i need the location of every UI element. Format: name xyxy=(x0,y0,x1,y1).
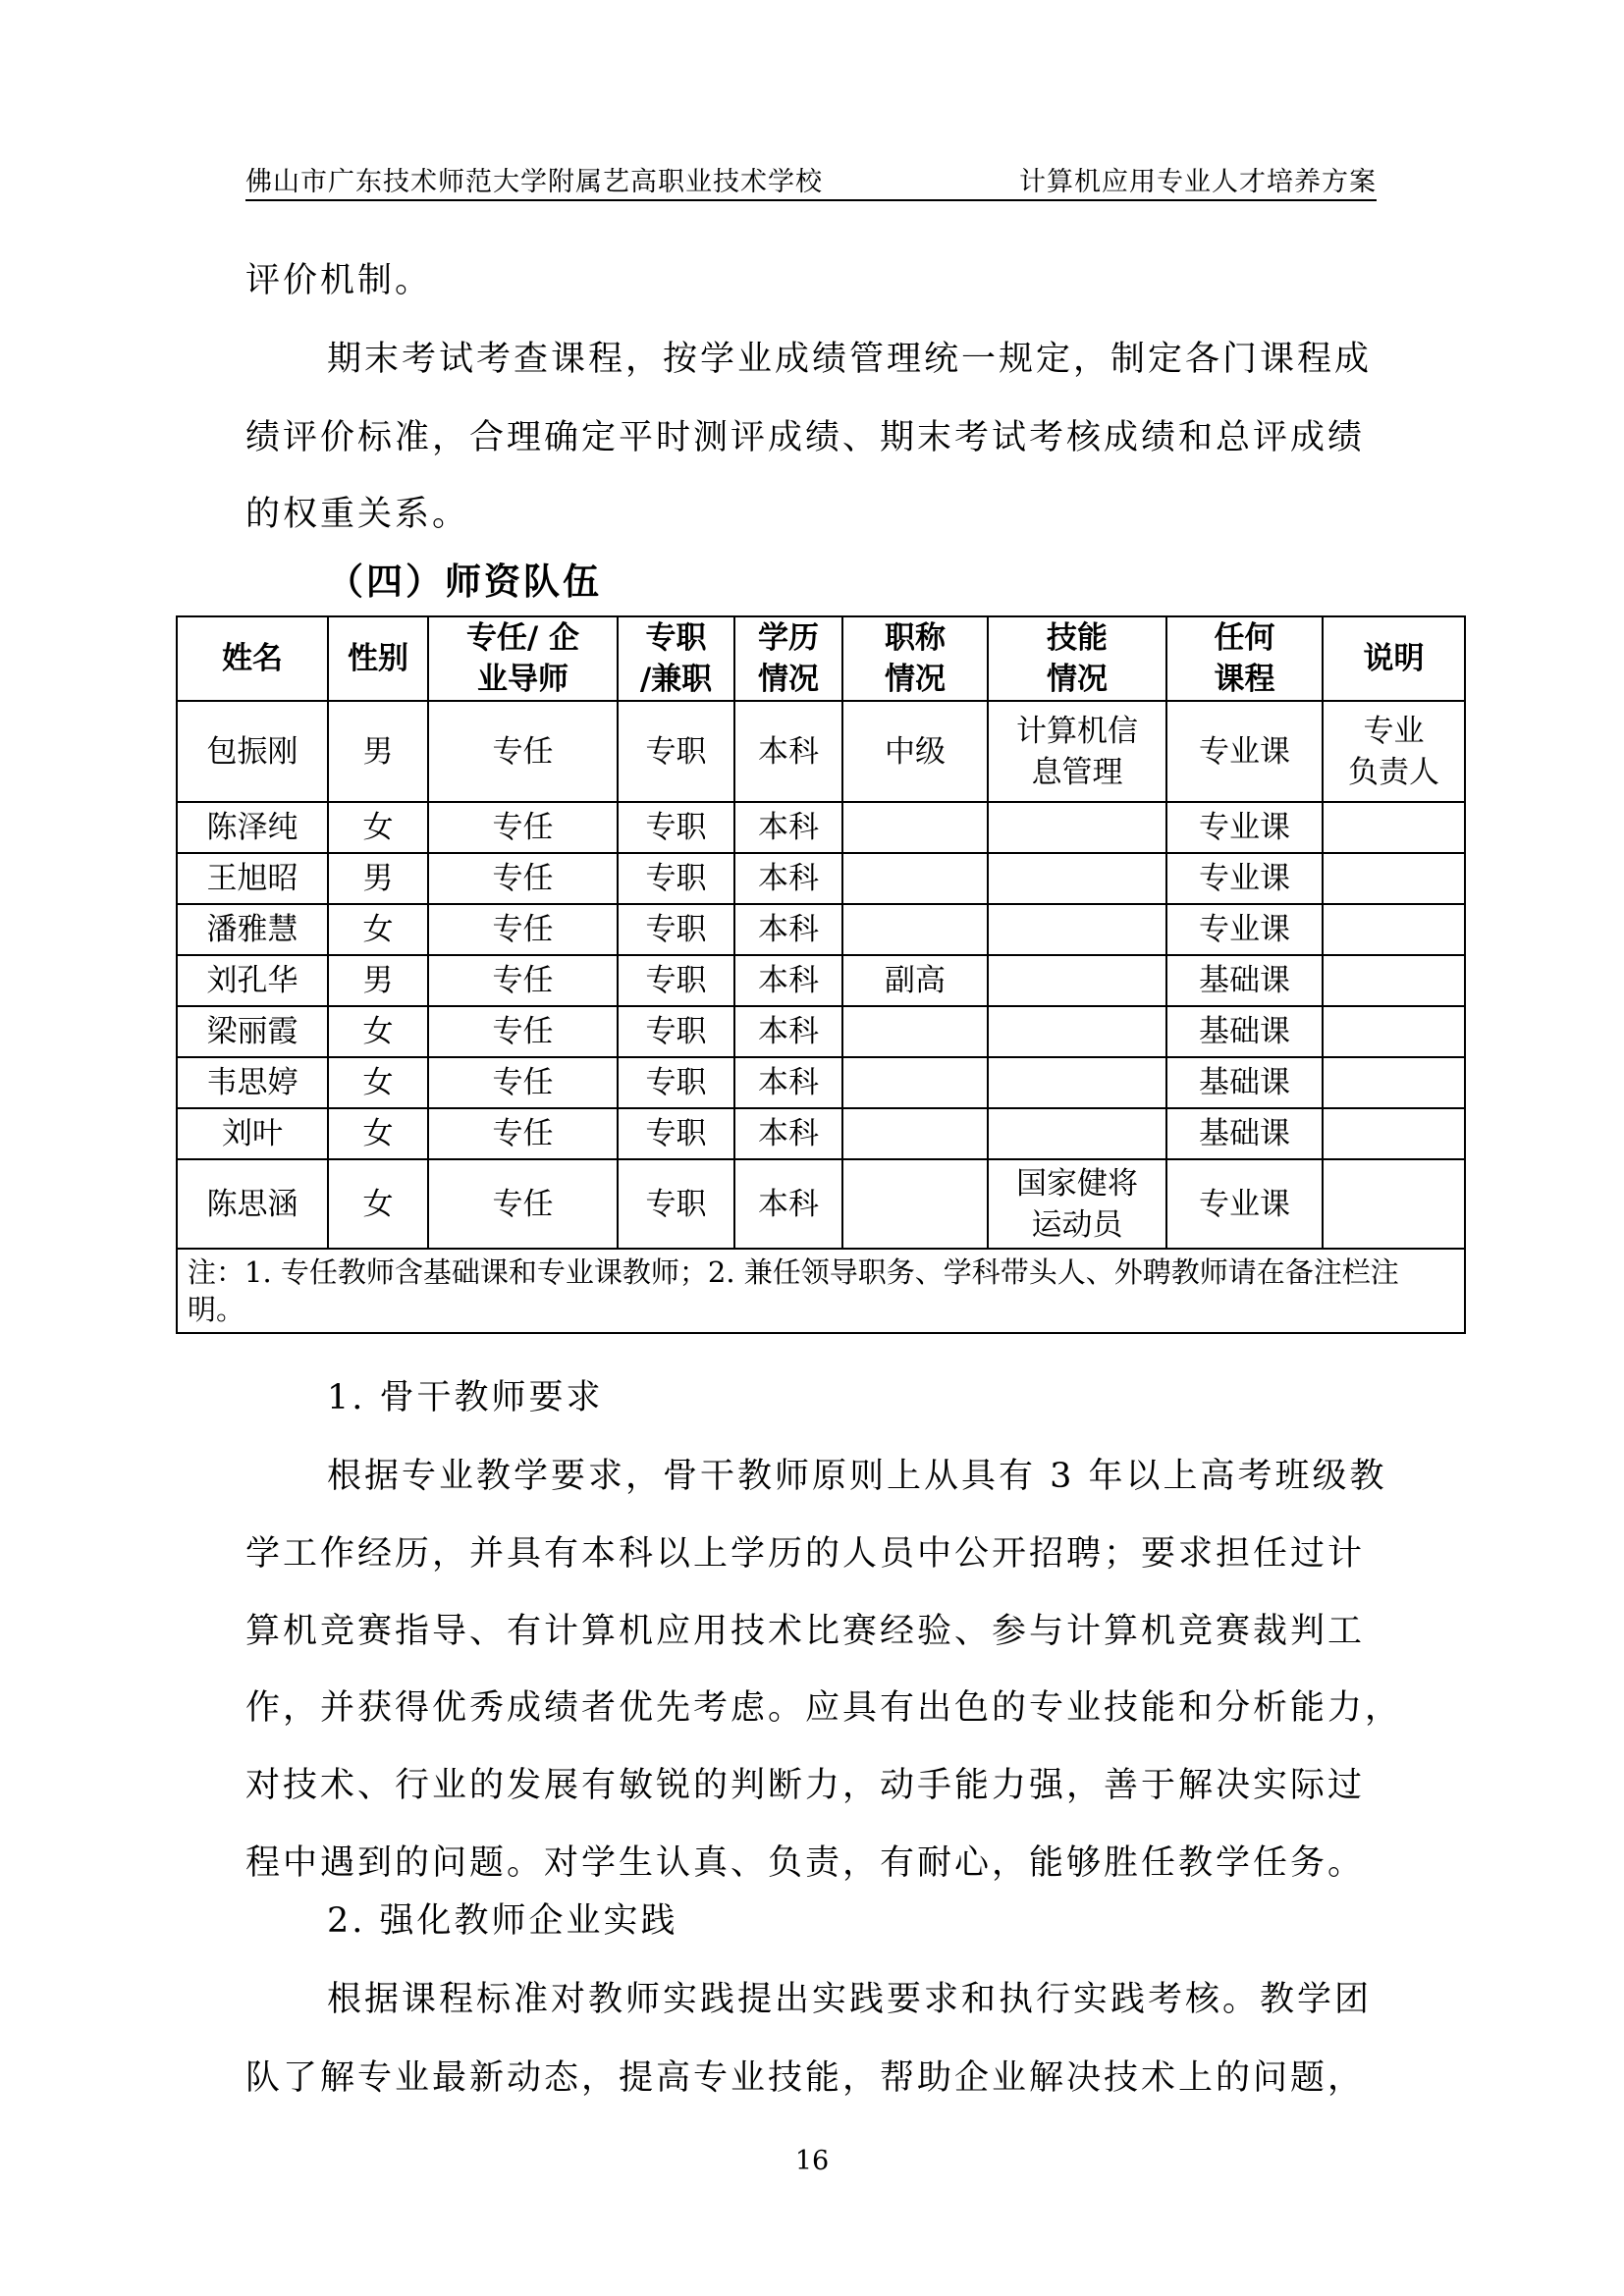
header-name: 姓名 xyxy=(177,616,328,701)
cell-name: 陈思涵 xyxy=(177,1159,328,1249)
table-note-row xyxy=(177,1249,1465,1333)
cell-title xyxy=(842,1057,988,1108)
cell-mentor-type: 专任 xyxy=(428,904,618,955)
body-line: 作，并获得优秀成绩者优先考虑。应具有出色的专业技能和分析能力， xyxy=(245,1688,1403,1728)
cell-education: 本科 xyxy=(734,955,842,1006)
cell-employment: 专职 xyxy=(618,955,734,1006)
cell-mentor-type: 专任 xyxy=(428,701,618,802)
cell-employment: 专职 xyxy=(618,1159,734,1249)
cell-mentor-type: 专任 xyxy=(428,802,618,853)
cell-employment: 专职 xyxy=(618,802,734,853)
header-remark: 说明 xyxy=(1323,616,1465,701)
table-row xyxy=(177,904,1465,955)
cell-mentor-type: 专任 xyxy=(428,1108,618,1159)
cell-employment: 专职 xyxy=(618,1057,734,1108)
cell-name: 陈泽纯 xyxy=(177,802,328,853)
header-gender: 性别 xyxy=(328,616,428,701)
cell-name: 王旭昭 xyxy=(177,853,328,904)
cell-gender: 男 xyxy=(328,701,428,802)
intro-line: 的权重关系。 xyxy=(245,495,470,534)
cell-gender: 男 xyxy=(328,955,428,1006)
intro-line: 评价机制。 xyxy=(245,261,433,300)
table-row xyxy=(177,1159,1465,1249)
cell-skill xyxy=(988,1006,1166,1057)
header-employment: 专职 /兼职 xyxy=(618,616,734,701)
cell-course: 专业课 xyxy=(1166,904,1323,955)
cell-remark xyxy=(1323,904,1465,955)
cell-skill xyxy=(988,1108,1166,1159)
cell-remark xyxy=(1323,1108,1465,1159)
cell-course: 专业课 xyxy=(1166,853,1323,904)
cell-course: 专业课 xyxy=(1166,802,1323,853)
cell-mentor-type: 专任 xyxy=(428,1159,618,1249)
cell-remark xyxy=(1323,1159,1465,1249)
cell-gender: 女 xyxy=(328,802,428,853)
body-line: 队了解专业最新动态，提高专业技能，帮助企业解决技术上的问题， xyxy=(245,2058,1366,2098)
table-header-row xyxy=(177,616,1465,701)
header-education: 学历 情况 xyxy=(734,616,842,701)
table-row xyxy=(177,701,1465,802)
cell-remark xyxy=(1323,802,1465,853)
cell-education: 本科 xyxy=(734,1108,842,1159)
header-title: 职称 情况 xyxy=(842,616,988,701)
cell-title xyxy=(842,1159,988,1249)
page-number: 16 xyxy=(794,2146,830,2176)
body-line: 对技术、行业的发展有敏锐的判断力，动手能力强，善于解决实际过 xyxy=(245,1766,1366,1805)
cell-title xyxy=(842,802,988,853)
cell-employment: 专职 xyxy=(618,853,734,904)
cell-title: 副高 xyxy=(842,955,988,1006)
cell-gender: 女 xyxy=(328,1159,428,1249)
cell-name: 潘雅慧 xyxy=(177,904,328,955)
cell-title xyxy=(842,1108,988,1159)
cell-course: 基础课 xyxy=(1166,1057,1323,1108)
cell-education: 本科 xyxy=(734,1057,842,1108)
cell-employment: 专职 xyxy=(618,904,734,955)
cell-title xyxy=(842,1006,988,1057)
cell-education: 本科 xyxy=(734,853,842,904)
cell-skill xyxy=(988,904,1166,955)
cell-skill xyxy=(988,955,1166,1006)
body-line: 根据课程标准对教师实践提出实践要求和执行实践考核。教学团 xyxy=(327,1980,1373,2019)
cell-title xyxy=(842,853,988,904)
cell-skill xyxy=(988,1057,1166,1108)
cell-skill xyxy=(988,802,1166,853)
cell-name: 梁丽霞 xyxy=(177,1006,328,1057)
cell-gender: 女 xyxy=(328,1057,428,1108)
table-row xyxy=(177,802,1465,853)
cell-mentor-type: 专任 xyxy=(428,1057,618,1108)
cell-course: 基础课 xyxy=(1166,1006,1323,1057)
table-row xyxy=(177,1057,1465,1108)
cell-education: 本科 xyxy=(734,701,842,802)
cell-education: 本科 xyxy=(734,1159,842,1249)
cell-education: 本科 xyxy=(734,904,842,955)
cell-name: 刘叶 xyxy=(177,1108,328,1159)
cell-employment: 专职 xyxy=(618,701,734,802)
cell-mentor-type: 专任 xyxy=(428,1006,618,1057)
school-name: 佛山市广东技术师范大学附属艺高职业技术学校 xyxy=(245,167,823,197)
cell-remark xyxy=(1323,1057,1465,1108)
cell-gender: 女 xyxy=(328,904,428,955)
cell-title: 中级 xyxy=(842,701,988,802)
cell-education: 本科 xyxy=(734,802,842,853)
cell-course: 专业课 xyxy=(1166,701,1323,802)
cell-name: 刘孔华 xyxy=(177,955,328,1006)
table-note: 注：1. 专任教师含基础课和专业课教师；2. 兼任领导职务、学科带头人、外聘教师请在备注栏注明。 xyxy=(177,1249,1465,1333)
cell-skill: 计算机信 息管理 xyxy=(988,701,1166,802)
cell-gender: 女 xyxy=(328,1006,428,1057)
cell-skill: 国家健将 运动员 xyxy=(988,1159,1166,1249)
cell-mentor-type: 专任 xyxy=(428,853,618,904)
body-line: 程中遇到的问题。对学生认真、负责，有耐心，能够胜任教学任务。 xyxy=(245,1843,1366,1883)
cell-skill xyxy=(988,853,1166,904)
table-row xyxy=(177,1108,1465,1159)
subsection-title: 2. 强化教师企业实践 xyxy=(327,1901,678,1941)
header-mentor-type: 专任/ 企 业导师 xyxy=(428,616,618,701)
cell-name: 韦思婷 xyxy=(177,1057,328,1108)
table-row xyxy=(177,1006,1465,1057)
cell-mentor-type: 专任 xyxy=(428,955,618,1006)
header-skill: 技能 情况 xyxy=(988,616,1166,701)
cell-title xyxy=(842,904,988,955)
intro-line: 期末考试考查课程，按学业成绩管理统一规定，制定各门课程成 xyxy=(327,340,1373,379)
table-row xyxy=(177,853,1465,904)
cell-name: 包振刚 xyxy=(177,701,328,802)
document-title: 计算机应用专业人才培养方案 xyxy=(1019,167,1377,197)
section-title: （四）师资队伍 xyxy=(327,560,602,603)
cell-remark xyxy=(1323,955,1465,1006)
cell-gender: 男 xyxy=(328,853,428,904)
cell-employment: 专职 xyxy=(618,1006,734,1057)
cell-employment: 专职 xyxy=(618,1108,734,1159)
body-line: 根据专业教学要求，骨干教师原则上从具有 3 年以上高考班级教 xyxy=(327,1457,1387,1496)
intro-line: 绩评价标准，合理确定平时测评成绩、期末考试考核成绩和总评成绩 xyxy=(245,418,1366,457)
page-header xyxy=(245,160,1377,201)
cell-remark xyxy=(1323,853,1465,904)
cell-education: 本科 xyxy=(734,1006,842,1057)
cell-course: 基础课 xyxy=(1166,1108,1323,1159)
cell-gender: 女 xyxy=(328,1108,428,1159)
cell-remark: 专业 负责人 xyxy=(1323,701,1465,802)
subsection-title: 1. 骨干教师要求 xyxy=(327,1378,604,1417)
teacher-table xyxy=(176,615,1466,1334)
body-line: 算机竞赛指导、有计算机应用技术比赛经验、参与计算机竞赛裁判工 xyxy=(245,1612,1366,1651)
table-row xyxy=(177,955,1465,1006)
cell-course: 专业课 xyxy=(1166,1159,1323,1249)
header-course: 任何 课程 xyxy=(1166,616,1323,701)
cell-course: 基础课 xyxy=(1166,955,1323,1006)
body-line: 学工作经历，并具有本科以上学历的人员中公开招聘；要求担任过计 xyxy=(245,1534,1366,1574)
cell-remark xyxy=(1323,1006,1465,1057)
